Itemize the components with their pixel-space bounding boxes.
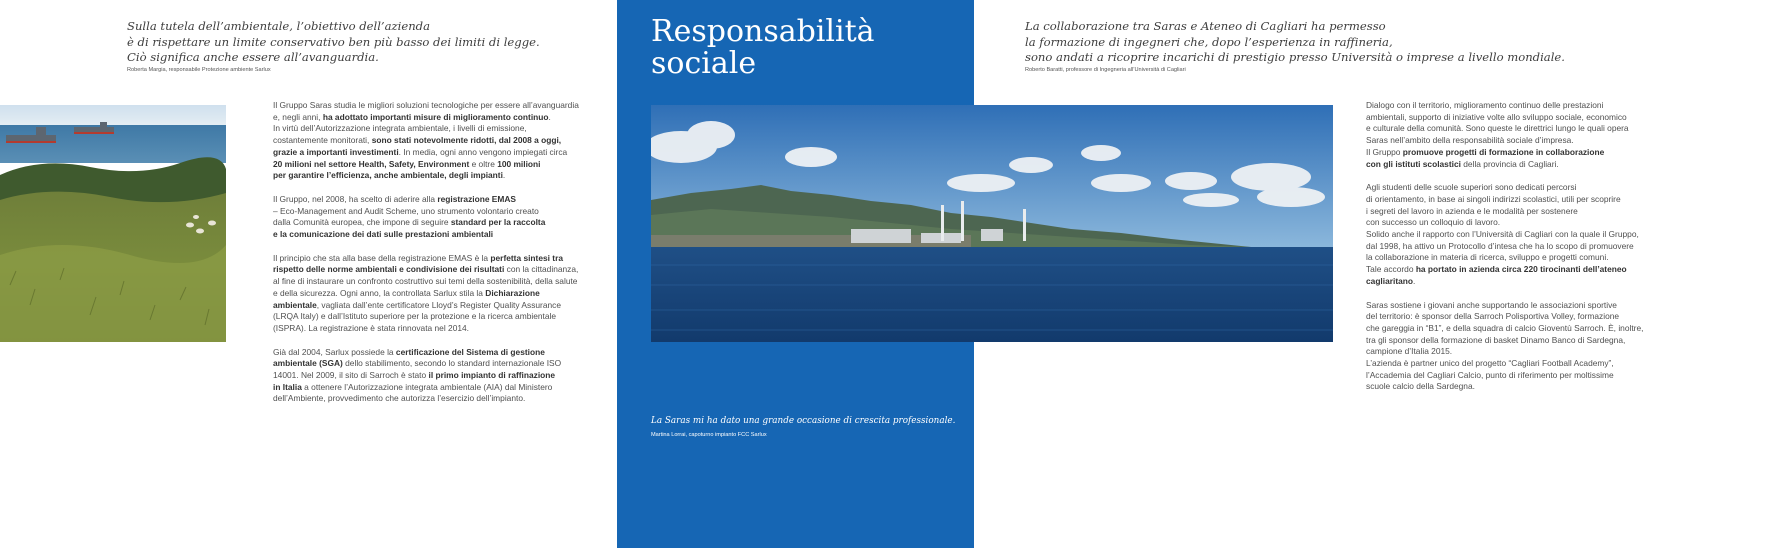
page-title [651,16,875,80]
title-line: sociale [651,46,757,81]
left-quote-line: Sulla tutela dell’ambientale, l’obiettivo dell’azienda [127,19,431,33]
right-paragraph: Dialogo con il territorio, miglioramento continuo delle prestazioni ambientali, supporto di iniziative volte allo sviluppo sociale, economico e culturale della comunità. Sono queste le direttrici lungo le quali opera Saras nell’ambito della responsabilità sociale d’impresa. Il Gruppo promuove progetti di formazione in collaborazione con gli istituti scolastici della provincia di Cagliari. [1366,100,1629,169]
left-quote-line: è di rispettare un limite conservativo ben più basso dei limiti di legge. [127,34,540,49]
left-quote-attribution: Roberta Margia, responsabile Protezione ambiente Sarlux [127,67,271,73]
left-paragraph: Già dal 2004, Sarlux possiede la certificazione del Sistema di gestione ambientale (SGA) dello stabilimento, secondo lo standard internazionale ISO 14001. Nel 2009, il sito di Sarroch è stato il primo impianto di raffinazione in Italia a ottenere l’Autorizzazione integrata ambientale (AIA) dal Ministero dell’Ambiente, provvedimento che autorizza l’esercizio dell’impianto. [273,346,562,404]
left-body-text [273,100,608,417]
right-body-text [1366,100,1676,405]
left-quote [127,19,540,66]
left-paragraph: Il principio che sta alla base della registrazione EMAS è la perfetta sintesi tra rispetto delle norme ambientali e condivisione dei risultati con la cittadinanza, al fine di instaurare un confronto costruttivo sui temi della sostenibilità, della salute e della sicurezza. Ogni anno, la controllata Sarlux stila la Dichiarazione ambientale, vagliata dall’ente certificatore Lloyd’s Register Quality Assurance (LRQA Italy) e dall’Istituto superiore per la protezione e la ricerca ambientale (ISPRA). La registrazione è stata rinnovata nel 2014. [273,252,579,333]
left-paragraph: Il Gruppo Saras studia le migliori soluzioni tecnologiche per essere all’avanguardia e, negli anni, ha adottato importanti misure di miglioramento continuo. In virtù dell’Autorizzazione integrata ambientale, i livelli di emissione, costantemente monitorati, sono stati notevolmente ridotti, dal 2008 a oggi, grazie a importanti investimenti. In media, ogni anno vengono impiegati circa 20 milioni nel settore Health, Safety, Environment e oltre 100 milioni per garantire l’efficienza, anche ambientale, degli impianti. [273,100,579,181]
panel-quote-attribution: Martina Lorrai, capoturno impianto FCC Sarlux [651,432,767,438]
right-quote-line: la formazione di ingegneri che, dopo l’esperienza in raffineria, [1025,34,1393,49]
left-quote-line: Ciò significa anche essere all’avanguardia. [127,50,379,64]
right-quote [1025,19,1565,66]
right-paragraph: Saras sostiene i giovani anche supportando le associazioni sportive del territorio: è sponsor della Sarroch Polisportiva Volley, formazione che gareggia in “B1”, e della squadra di calcio Gioventù Sarroch. È, inoltre, tra gli sponsor della formazione di basket Dinamo Banco di Sardegna, campione d’Italia 2015. L’azienda è partner unico del progetto “Cagliari Football Academy”, l’Accademia del Cagliari Calcio, punto di riferimento per moltissime scuole calcio della Sardegna. [1366,299,1644,392]
left-paragraph: Il Gruppo, nel 2008, ha scelto di aderire alla registrazione EMAS – Eco-Management and Audit Scheme, uno strumento volontario creato dalla Comunità europea, che impone di seguire standard per la raccolta e la comunicazione dei dati sulle prestazioni ambientali [273,193,546,240]
right-paragraph: Agli studenti delle scuole superiori sono dedicati percorsi di orientamento, in base ai singoli indirizzi scolastici, utili per scoprire i segreti del lavoro in azienda e le modalità per sostenere con successo un colloquio di lavoro. Solido anche il rapporto con l’Università di Cagliari con la quale il Gruppo, dal 1998, ha attivo un Protocollo d’intesa che ha lo scopo di promuovere la collaborazione in materia di ricerca, sviluppo e progetti comuni. Tale accordo ha portato in azienda circa 220 tirocinanti dell’ateneo cagliaritano. [1366,182,1639,286]
panel-quote: La Saras mi ha dato una grande occasione di crescita professionale. [651,416,956,426]
center-photo [651,105,1333,342]
left-photo [0,105,226,342]
right-quote-attribution: Roberto Baratti, professore di Ingegneria all’Università di Cagliari [1025,67,1186,73]
title-line: Responsabilità [651,14,875,49]
right-quote-line: sono andati a ricoprire incarichi di prestigio presso Università o imprese a livello mondiale. [1025,50,1565,64]
right-quote-line: La collaborazione tra Saras e Ateneo di Cagliari ha permesso [1025,19,1386,33]
